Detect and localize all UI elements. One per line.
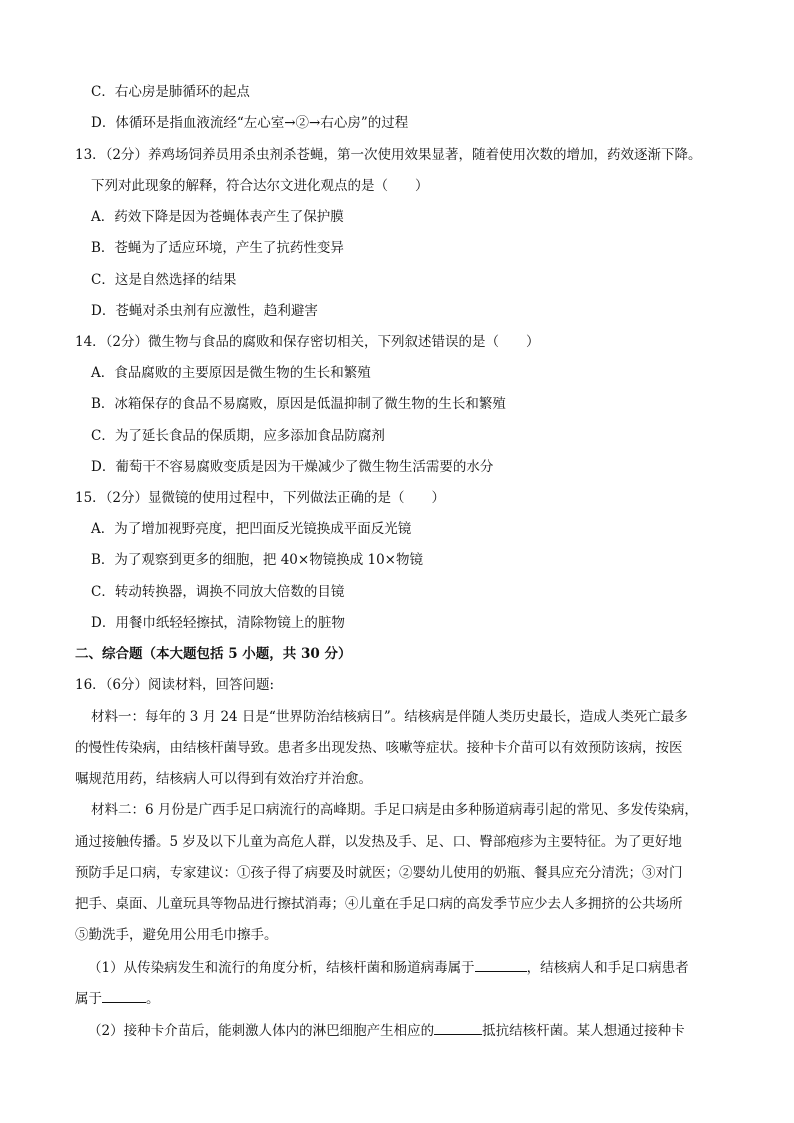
q15-stem: 15．（2分）显微镜的使用过程中，下列做法正确的是（ ） — [75, 490, 446, 506]
q15-option-c: C．转动转换器，调换不同放大倍数的目镜 — [91, 584, 345, 600]
q16-sub2-text-a: （2）接种卡介苗后，能刺激人体内的淋巴细胞产生相应的 — [88, 1023, 435, 1039]
q13-option-d: D．苍蝇对杀虫剂有应激性，趋利避害 — [91, 303, 318, 319]
q16-sub1-text-b: ，结核病人和手足口病患者 — [526, 960, 689, 976]
q15-option-a: A．为了增加视野亮度，把凹面反光镜换成平面反光镜 — [91, 521, 412, 537]
answer-blank[interactable] — [102, 988, 146, 1003]
q12-option-d: D．体循环是指血液流经“左心室→②→右心房”的过程 — [91, 115, 409, 131]
q14-stem: 14．（2分）微生物与食品的腐败和保存密切相关，下列叙述错误的是（ ） — [75, 334, 540, 350]
q16-sub1-line1 — [88, 957, 689, 978]
q16-stem: 16．（6分）阅读材料，回答问题: — [75, 677, 275, 693]
q13-option-a: A．药效下降是因为苍蝇体表产生了保护膜 — [91, 209, 344, 225]
q16-sub1-text-c: 属于 — [75, 991, 102, 1007]
q13-stem-line2: 下列对此现象的解释，符合达尔文进化观点的是（ ） — [91, 178, 429, 194]
q14-option-b: B．冰箱保存的食品不易腐败，原因是低温抑制了微生物的生长和繁殖 — [91, 396, 506, 412]
q16-material1-line1: 材料一：每年的 3 月 24 日是“世界防治结核病日”。结核病是伴随人类历史最长，造成人类死亡最多 — [91, 709, 688, 725]
q15-option-b: B．为了观察到更多的细胞，把 40×物镜换成 10×物镜 — [91, 552, 423, 568]
q13-option-c: C．这是自然选择的结果 — [91, 272, 237, 288]
q16-sub1-line2 — [75, 988, 160, 1009]
answer-blank[interactable] — [434, 1020, 482, 1035]
q16-material1-line2: 的慢性传染病，由结核杆菌导致。患者多出现发热、咳嗽等症状。接种卡介苗可以有效预防该病，按医 — [75, 740, 683, 756]
answer-blank[interactable] — [475, 957, 527, 972]
q16-material2-line1: 材料二：6 月份是广西手足口病流行的高峰期。手足口病是由多种肠道病毒引起的常见、多发传染病， — [91, 802, 698, 818]
q13-option-b: B．苍蝇为了适应环境，产生了抗药性变异 — [91, 240, 344, 256]
q16-sub2-line1 — [88, 1020, 685, 1041]
q16-material1-line3: 嘱规范用药，结核病人可以得到有效治疗并治愈。 — [75, 771, 372, 787]
q14-option-c: C．为了延长食品的保质期，应多添加食品防腐剂 — [91, 428, 385, 444]
q16-sub1-text-d: 。 — [146, 991, 160, 1007]
q13-stem-line1: 13．（2分）养鸡场饲养员用杀虫剂杀苍蝇，第一次使用效果显著，随着使用次数的增加，药效逐渐下降。 — [75, 147, 702, 163]
q14-option-d: D．葡萄干不容易腐败变质是因为干燥减少了微生物生活需要的水分 — [91, 459, 494, 475]
section-heading: 二、综合题（本大题包括 5 小题，共 30 分） — [75, 646, 352, 662]
q12-option-c: C．右心房是肺循环的起点 — [91, 84, 250, 100]
q16-material2-line4: 把手、桌面、儿童玩具等物品进行擦拭消毒；④儿童在手足口病的高发季节应少去人多拥挤的公共场所 — [75, 896, 683, 912]
q14-option-a: A．食品腐败的主要原因是微生物的生长和繁殖 — [91, 365, 371, 381]
q16-sub1-text-a: （1）从传染病发生和流行的角度分析，结核杆菌和肠道病毒属于 — [88, 960, 475, 976]
q16-material2-line5: ⑤勤洗手，避免用公用毛巾擦手。 — [75, 927, 278, 943]
q16-material2-line3: 预防手足口病，专家建议：①孩子得了病要及时就医；②婴幼儿使用的奶瓶、餐具应充分清洗；③对门 — [75, 865, 683, 881]
q15-option-d: D．用餐巾纸轻轻擦拭，清除物镜上的脏物 — [91, 615, 345, 631]
q16-material2-line2: 通过接触传播。5 岁及以下儿童为高危人群，以发热及手、足、口、臀部疱疹为主要特征。为了更好地 — [75, 834, 682, 850]
q16-sub2-text-b: 抵抗结核杆菌。某人想通过接种卡 — [482, 1023, 685, 1039]
